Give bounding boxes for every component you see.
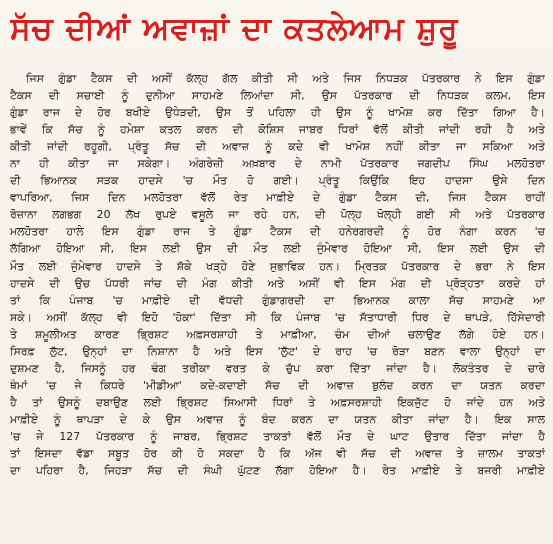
article-line: ਹਾਦਸੇ ਦੀ ਉਚ ਪੱਧਰੀ ਜਾਂਚ ਦੀ ਮੰਗ ਕੀਤੀ ਅਤੇ ਅਸੀਂ ਵੀ ਇਸ ਮੰਗ ਦੀ ਪ੍ਰੋੜ੍ਹਤਾ ਕਰਦੇ ਹਾਂ xyxy=(10,276,545,290)
article-line: 'ਚ ਜੇ 127 ਪੱਤਰਕਾਰ ਨੂੰ ਜਾਬਰ, ਭ੍ਰਿਸ਼ਟ ਤਾਕਤਾਂ ਵੱਲੋਂ ਮੌਤ ਦੇ ਘਾਟ ਉਤਾਰ ਦਿੱਤਾ ਜਾਂਦਾ ਹੈ xyxy=(10,429,545,443)
article-line: ਲੱਗਿਆ ਹੋਇਆ ਸੀ, ਇਸ ਲਈ ਉਸ ਦੀ ਮੌਤ ਲਈ ਜੁੰਮੇਵਾਰ ਹੋਇਆ ਸੀ, ਇਸ ਲਈ ਉਸ ਦੀ xyxy=(10,242,545,256)
article-line: ਤੇ ਸ਼ਮੂਲੀਅਤ ਕਾਰਣ ਭ੍ਰਿਸ਼ਟ ਅਫ਼ਸਰਸ਼ਾਹੀ ਤੇ ਮਾਫ਼ੀਆ, ਚੰਮ ਦੀਆਂ ਚਲਾਉਣ ਲੱਗੇ ਹੋਏ ਹਨ। xyxy=(10,327,545,341)
article-line: ਕੀਤੀ ਜਾਂਦੀ ਰਹੂਗੀ, ਪ੍ਰੰਤੂ ਸੱਚ ਦੀ ਅਵਾਜ਼ ਨੂੰ ਕਦੇ ਵੀ ਖਾਮੋਸ਼ ਨਹੀਂ ਕੀਤਾ ਜਾ ਸਕਿਆ ਅਤੇ xyxy=(10,140,545,154)
article-line: ਦੀ ਭਿਆਨਕ ਸੜਕ ਹਾਦਸੇ 'ਚ ਮੌਤ ਹੋ ਗਈ। ਪ੍ਰੰਤੂ ਕਿਉਂਕਿ ਇਹ ਹਾਦਸਾ ਉਸੇ ਦਿਨ xyxy=(10,174,545,188)
article-line: ਵਾਪਰਿਆ, ਜਿਸ ਦਿਨ ਮਲਹੋਤਰਾ ਵੱਲੋਂ ਰੇਤ ਮਾਫ਼ੀਏ ਦੇ ਗੁੰਡਾ ਟੈਕਸ ਦੀ, ਜਿਸ ਟੈਕਸ ਰਾਹੀਂ xyxy=(10,191,545,205)
article-line: ਤਾਂ ਕਿ ਪੰਜਾਬ 'ਚ ਮਾਫ਼ੀਏ ਦੀ ਵੱਧਦੀ ਗੁੰਡਾਗਰਦੀ ਦਾ ਭਿਆਨਕ ਕਾਲਾ ਸੱਚ ਸਾਹਮਣੇ ਆ xyxy=(10,293,545,307)
article-line: ਟੈਕਸ ਦੀ ਸਚਾਈ ਨੂੰ ਦੁਨੀਆ ਸਾਹਮਣੇ ਲਿਆਂਦਾ ਸੀ, ਉਸ ਪੱਤਰਕਾਰ ਦੀ ਨਿਧੜਕ ਕਲਮ, ਇਸ xyxy=(10,89,545,103)
article-line: ਹੈ ਤਾਂ ਉਸਨੂੰ ਦਬਾਉਣ ਲਈ ਭ੍ਰਿਸ਼ਟ ਸਿਆਸੀ ਧਿਰਾਂ ਤੇ ਅਫ਼ਸਰਸ਼ਾਹੀ ਇਕਜੁੱਟ ਹੋ ਜਾਂਦੇ ਹਨ ਅਤੇ xyxy=(10,395,545,409)
article-body xyxy=(10,70,545,479)
article-line: ਨਾ ਹੀ ਕੀਤਾ ਜਾ ਸਕੇਗਾ। ਅੰਗਰੇਜ਼ੀ ਅਖ਼ਬਾਰ ਦੇ ਨਾਮੀ ਪੱਤਰਕਾਰ ਜਗਦੀਪ ਸਿੰਘ ਮਲਹੋਤਰਾ xyxy=(10,157,545,171)
article-line: ਦਾ ਪਹਿਰਾ ਹੈ, ਜਿਹੜਾ ਸੱਚ ਦੀ ਸੰਘੀ ਘੁੱਟਣ ਲੱਗਾ ਹੋਇਆ ਹੈ। ਰੇਤ ਮਾਫ਼ੀਏ ਤੇ ਬਜਰੀ ਮਾਫ਼ੀਏ xyxy=(10,464,545,478)
article-line: ਸਿਰਫ਼ ਲੁੱਟ, ਉਨ੍ਹਾਂ ਦਾ ਨਿਸ਼ਾਨਾ ਹੈ ਅਤੇ ਇਸ 'ਲੁੱਟ' ਦੇ ਰਾਹ 'ਚ ਰੋੜਾ ਬਣਨ ਵਾਲਾ ਉਨ੍ਹਾਂ ਦਾ xyxy=(10,344,545,358)
article-line: ਰੋਜ਼ਾਨਾ ਲਗਭਗ 20 ਲੱਖ ਰੁਪਏ ਵਸੂਲੇ ਜਾ ਰਹੇ ਹਨ, ਦੀ ਪੋਲ੍ਹ ਖੋਲ੍ਹੀ ਗਈ ਸੀ ਅਤੇ ਪੱਤਰਕਾਰ xyxy=(10,208,545,222)
headline: ਸੱਚ ਦੀਆਂ ਅਵਾਜ਼ਾਂ ਦਾ ਕਤਲੇਆਮ ਸ਼ੁਰੂ xyxy=(10,11,459,47)
article-line: ਮਲਹੋਤਰਾ ਹਾਲੇ ਇਸ ਗੁੰਡਾ ਰਾਜ ਤੇ ਗੁੰਡਾ ਟੈਕਸ ਦੀ ਹਨੇਰਗਰਦੀ ਨੂੰ ਹੋਰ ਨੰਗਾ ਕਰਨ 'ਚ xyxy=(10,225,545,239)
article-line: ਮੌਤ ਲਈ ਜੁੰਮੇਵਾਰ ਹਾਦਸੇ ਤੇ ਸ਼ੱਕੇ ਖੜ੍ਹੇ ਹੋਣੇ ਸੁਭਾਵਿਕ ਹਨ। ਮ੍ਰਿਤਕ ਪੱਤਰਕਾਰ ਦੇ ਭਰਾ ਨੇ ਇਸ xyxy=(10,259,545,273)
article-line: ਦੁਸ਼ਮਣ ਹੈ, ਜਿਸਨੂੰ ਹਰ ਢੰਗ ਤਰੀਕਾ ਵਰਤ ਕੇ ਚੁੱਪ ਕਰਾ ਦਿੱਤਾ ਜਾਂਦਾ ਹੈ। ਲੋਕਤੰਤਰ ਦੇ ਚਾਰੇ xyxy=(10,361,545,375)
article-line: ਭਾਵੇਂ ਕਿ ਸੱਚ ਨੂੰ ਹਮੇਸ਼ਾ ਕਤਲ ਕਰਨ ਦੀ ਕੋਸ਼ਿਸ ਜਾਬਰ ਧਿਰਾਂ ਵੱਲੋਂ ਕੀਤੀ ਜਾਂਦੀ ਰਹੀ ਹੈ ਅਤੇ xyxy=(10,123,545,137)
article-line: ਗੁੰਡਾ ਰਾਜ ਦੇ ਹੋਰ ਬਖੀਏ ਉਧੇੜਦੀ, ਉਸ ਤੋਂ ਪਹਿਲਾ ਹੀ ਉਸ ਨੂੰ ਖਾਮੋਸ਼ ਕਰ ਦਿੱਤਾ ਗਿਆ ਹੈ। xyxy=(10,106,545,120)
article-line: ਸਕੇ। ਅਸੀਂ ਕੱਲ੍ਹ ਵੀ ਇਹੋ 'ਹੋਕਾ' ਦਿੱਤਾ ਸੀ ਕਿ ਪੰਜਾਬ 'ਚ ਸੱਤਾਧਾਰੀ ਧਿਰ ਦੇ ਥਾਪੜੇ, ਹਿੱਸੇਦਾਰੀ xyxy=(10,310,545,324)
article-line: ਥੰਮਾਂ 'ਚ ਜੇ ਕਿਧਰੇ 'ਮੀਡੀਆ' ਕਦੇ-ਕਦਾਈ ਸੱਚ ਦੀ ਅਵਾਜ਼ ਬੁਲੰਦ ਕਰਨ ਦਾ ਯਤਨ ਕਰਦਾ xyxy=(10,378,545,392)
article-line: ਤਾਂ ਇਸਦਾ ਵੱਡਾ ਸਬੂਤ ਹੋਰ ਕੀ ਹੋ ਸਕਦਾ ਹੈ ਕਿ ਅੱਜ ਵੀ ਸੱਚ ਦੀ ਅਵਾਜ਼ ਤੇ ਜ਼ਾਲਮ ਤਾਕਤਾਂ xyxy=(10,447,545,461)
article-line: ਜਿਸ ਗੁੰਡਾ ਟੈਕਸ ਦੀ ਅਸੀਂ ਕੱਲ੍ਹ ਗੱਲ ਕੀਤੀ ਸੀ ਅਤੇ ਜਿਸ ਨਿਧੜਕ ਪੱਤਰਕਾਰ ਨੇ ਇਸ ਗੁੰਡਾ xyxy=(26,72,545,85)
article-line: ਮਾਫ਼ੀਏ ਨੂੰ ਥਾਪੜਾ ਦੇ ਕੇ ਉਸ ਅਵਾਜ਼ ਨੂੰ ਬੰਦ ਕਰਨ ਦਾ ਯਤਨ ਕੀਤਾ ਜਾਂਦਾ ਹੈ। ਇਕ ਸਾਲ xyxy=(10,412,545,426)
